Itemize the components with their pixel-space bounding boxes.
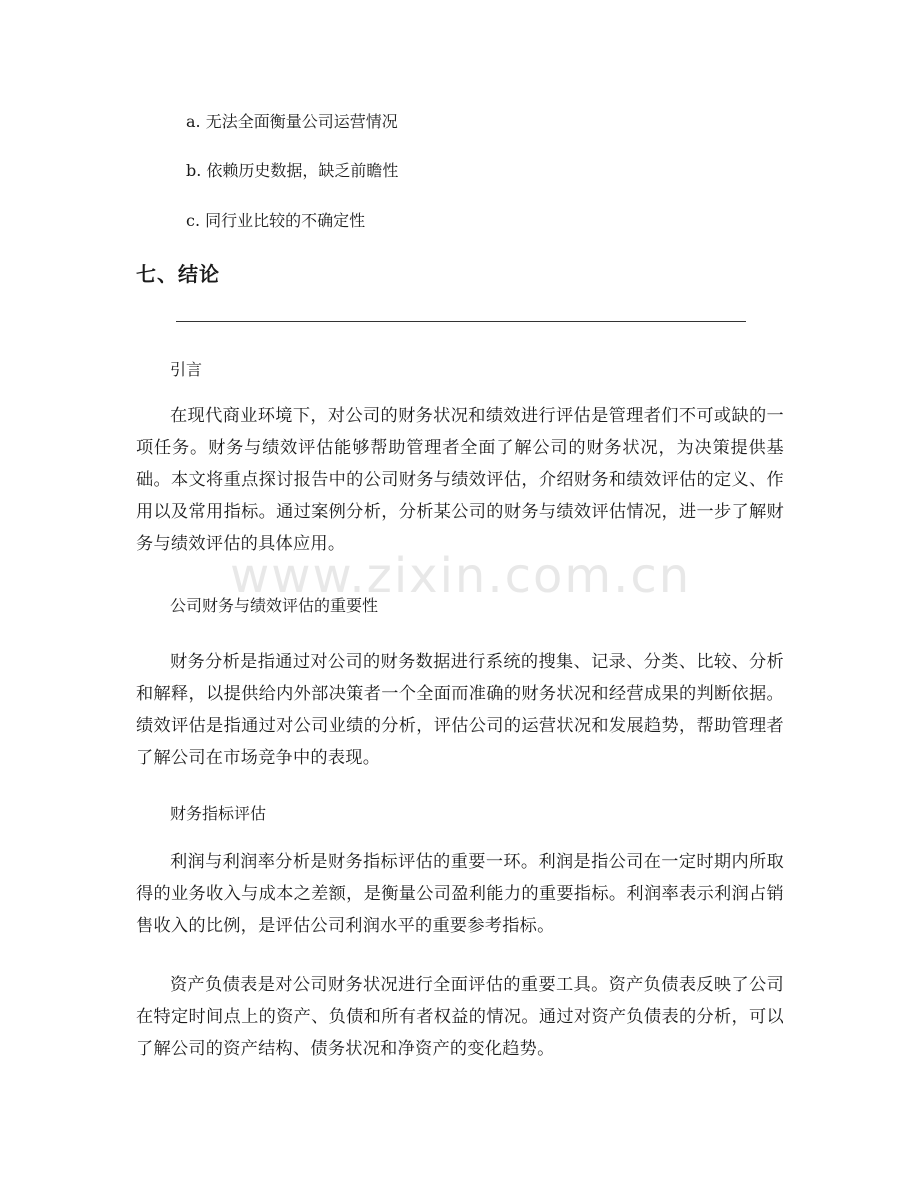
subheading-indicators: 财务指标评估 — [170, 804, 267, 823]
subheading-importance: 公司财务与绩效评估的重要性 — [170, 596, 379, 615]
paragraph-importance: 财务分析是指通过对公司的财务数据进行系统的搜集、记录、分类、比较、分析和解释，以提供给内外部决策者一个全面而准确的财务状况和经营成果的判断依据。绩效评估是指通过对公司业绩的分析，评估公司的运营状况和发展趋势，帮助管理者了解公司在市场竞争中的表现。 — [136, 652, 784, 768]
list-item: a. 无法全面衡量公司运营情况 — [186, 112, 398, 131]
paragraph-intro: 在现代商业环境下，对公司的财务状况和绩效进行评估是管理者们不可或缺的一项任务。财务与绩效评估能够帮助管理者全面了解公司的财务状况，为决策提供基础。本文将重点探讨报告中的公司财务与绩效评估，介绍财务和绩效评估的定义、作用以及常用指标。通过案例分析，分析某公司的财务与绩效评估情况，进一步了解财务与绩效评估的具体应用。 — [136, 406, 784, 554]
paragraph-balance-sheet: 资产负债表是对公司财务状况进行全面评估的重要工具。资产负债表反映了公司在特定时间点上的资产、负债和所有者权益的情况。通过对资产负债表的分析，可以了解公司的资产结构、债务状况和净资产的变化趋势。 — [136, 975, 784, 1059]
list-item: b. 依赖历史数据，缺乏前瞻性 — [186, 161, 399, 180]
watermark: www.zixin.com.cn — [230, 548, 692, 604]
horizontal-divider — [176, 321, 746, 322]
paragraph-profit: 利润与利润率分析是财务指标评估的重要一环。利润是指公司在一定时期内所取得的业务收入与成本之差额，是衡量公司盈利能力的重要指标。利润率表示利润占销售收入的比例，是评估公司利润水平的重要参考指标。 — [136, 852, 784, 936]
list-item: c. 同行业比较的不确定性 — [186, 211, 366, 230]
section-heading: 七、结论 — [136, 262, 220, 286]
subheading-intro: 引言 — [170, 360, 203, 379]
